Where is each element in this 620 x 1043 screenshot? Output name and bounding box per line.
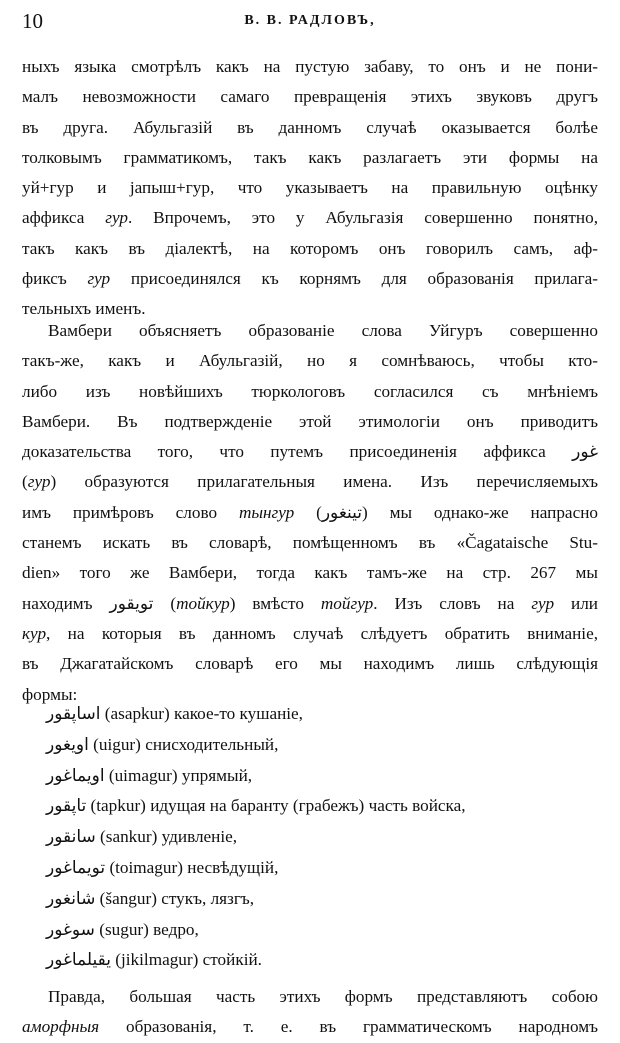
transliteration: (uimagur) [104, 765, 182, 785]
transliteration: (sugur) [94, 919, 154, 939]
transliteration: (toimagur) [105, 857, 188, 877]
italic-term: кур [22, 623, 47, 643]
text-line: dien» того же Вамбери, тогда какъ тамъ-же на стр. 267 мы [22, 563, 598, 583]
text-line: Вамбери. Въ подтвержденіе этой этимологіи онъ приводитъ [22, 411, 598, 431]
arabic-form: تويماغور [46, 857, 106, 878]
text-line: толковымъ грамматикомъ, такъ какъ разлагаетъ эти формы на [22, 147, 598, 167]
text-line: въ друга. Абульгазій въ данномъ случаѣ оказывается болѣе [22, 117, 598, 137]
transliteration: (jikilmagur) [110, 950, 203, 970]
list-item [46, 761, 606, 792]
italic-term: аморфныя [22, 1017, 100, 1037]
text-line: станемъ искать въ словарѣ, помѣщенномъ въ «Čagataische Stu- [22, 533, 598, 553]
text-line: имъ примѣровъ слово тынгур (تينغور) мы однако-же напрасно [22, 502, 598, 523]
meaning: стукъ, лязгъ, [161, 888, 255, 908]
arabic-form: شانغور [46, 888, 96, 909]
meaning: удивленіе, [161, 827, 238, 847]
italic-term: гур [87, 269, 111, 289]
text-line: (гур) образуются прилагательныя имена. Изъ перечисляемыхъ [22, 472, 598, 492]
italic-term: тынгур [238, 502, 295, 522]
meaning: какое-то кушаніе, [173, 704, 303, 723]
transliteration: (šangur) [95, 888, 162, 908]
list-item [46, 699, 606, 730]
list-item [46, 730, 606, 761]
paragraph-3 [22, 982, 598, 1043]
italic-term: гур [105, 208, 128, 228]
italic-term: гур [27, 472, 51, 492]
text-line: аморфныя образованія, т. е. въ грамматическомъ народномъ [22, 1017, 598, 1037]
meaning: ведро, [153, 919, 199, 939]
text-line: доказательства того, что путемъ присоединенія аффикса غور [22, 442, 598, 463]
text-line: такъ какъ въ діалектѣ, на которомъ онъ говорилъ самъ, аф- [22, 238, 598, 258]
page-number: 10 [22, 9, 43, 33]
page-header [22, 6, 598, 36]
arabic-form: تاپقور [46, 796, 87, 817]
arabic-form: سوغور [46, 919, 95, 940]
text-line: формы: [22, 684, 78, 704]
text-line: Вамбери объясняетъ образованіе слова Уйгуръ совершенно [48, 321, 598, 340]
italic-term: тойгур [320, 593, 374, 613]
arabic-word: غور [572, 442, 598, 463]
arabic-word: تينغور [321, 502, 363, 523]
text-line: либо изъ новѣйшихъ тюркологовъ согласился съ мнѣніемъ [22, 381, 598, 401]
text-line: фиксъ гур присоединялся къ корнямъ для образованія прилага- [22, 269, 598, 289]
arabic-word: تويقور [109, 593, 154, 614]
paragraph-1 [22, 52, 598, 325]
text-line: такъ-же, какъ и Абульгазій, но я сомнѣваюсь, чтобы кто- [22, 351, 598, 371]
text-line: уй+гур и jапыш+гур, что указываетъ на правильную оцѣнку [22, 178, 598, 198]
list-item [46, 853, 606, 884]
list-item [46, 884, 606, 915]
list-item [46, 915, 606, 946]
meaning: несвѣдущій, [187, 857, 279, 877]
transliteration: (tapkur) [86, 796, 151, 816]
text-line: Правда, большая часть этихъ формъ представляютъ собою [48, 987, 598, 1006]
meaning: стойкій. [202, 950, 262, 970]
transliteration: (asapkur) [100, 704, 174, 723]
meaning: идущая на баранту (грабежъ) часть войска, [150, 796, 466, 816]
text-line: находимъ تويقور (тойкур) вмѣсто тойгур. Изъ словъ на гур или [22, 593, 598, 614]
meaning: снисходительный, [145, 734, 279, 754]
list-item [46, 822, 606, 853]
text-line: тельныхъ именъ. [22, 299, 146, 319]
list-item [46, 945, 606, 976]
meaning: упрямый, [181, 765, 253, 785]
text-line: кур, на которыя въ данномъ случаѣ слѣдуетъ обратить вниманіе, [22, 623, 598, 643]
forms-list [46, 699, 606, 976]
italic-term: тойкур [176, 593, 230, 613]
list-item [46, 791, 606, 822]
text-line: ныхъ языка смотрѣлъ какъ на пустую забаву, то онъ и не пони- [22, 57, 598, 76]
text-line: малъ невозможности самаго превращенія этихъ звуковъ другъ [22, 87, 598, 107]
italic-term: гур [531, 593, 555, 613]
arabic-form: اويماغور [46, 765, 105, 786]
arabic-form: اويغور [46, 734, 89, 755]
arabic-form: سانقور [46, 827, 96, 848]
arabic-form: يقيلماغور [46, 950, 111, 971]
arabic-form: اساپقور [46, 704, 101, 724]
transliteration: (uigur) [88, 734, 146, 754]
paragraph-2 [22, 316, 598, 710]
transliteration: (sankur) [95, 827, 162, 847]
running-head: В. В. РАДЛОВЪ, [244, 13, 376, 28]
text-line: аффикса гур. Впрочемъ, это у Абульгазія совершенно понятно, [22, 208, 598, 228]
text-line: въ Джагатайскомъ словарѣ его мы находимъ лишь слѣдующія [22, 654, 598, 674]
